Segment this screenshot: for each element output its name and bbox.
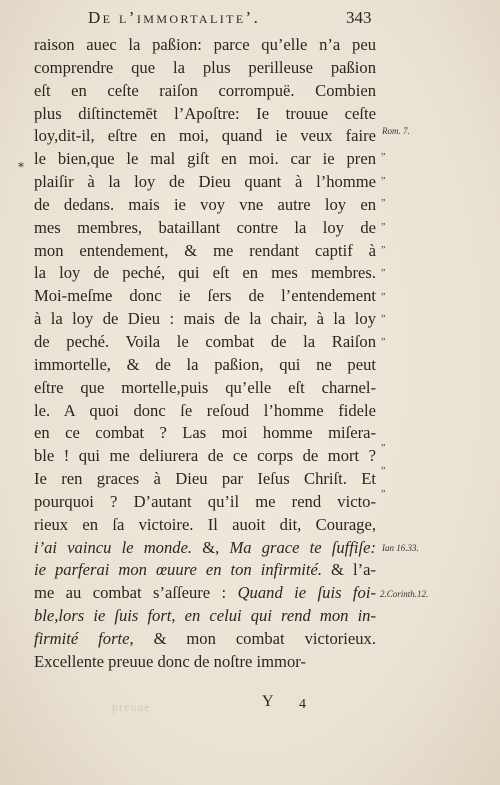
signature-number: 4 (299, 697, 306, 712)
text-line: le bien,que le mal giſt en moi. car ie pren (34, 149, 376, 169)
quotation-mark-icon: „ (381, 483, 385, 494)
quotation-mark-icon: „ (381, 146, 385, 157)
quotation-mark-icon: „ (381, 216, 385, 227)
text-line: loy,dit-il, eſtre en moi, quand ie veux faire (34, 126, 376, 146)
text-line: plus diſtinctemēt l’Apoſtre: Ie trouue ceſte (34, 103, 376, 123)
text-line: firmité forte, & mon combat victorieux. (34, 628, 376, 648)
quotation-mark-icon: „ (381, 239, 385, 250)
text-line: rieux en ſa victoire. Il auoit dit, Courage, (34, 514, 376, 534)
text-line: le. A quoi donc ſe reſoud l’homme fidele (34, 400, 376, 420)
text-line: eſt en ceſte raiſon corrompuë. Combien (34, 80, 376, 100)
quotation-mark-icon: „ (381, 331, 385, 342)
text-line: pourquoi ? D’autant qu’il me rend victo- (34, 491, 376, 511)
text-line: eſtre que mortelle,puis qu’elle eſt charnel- (34, 377, 376, 397)
quotation-mark-icon: „ (381, 308, 385, 319)
text-line: ble ! qui me deliurera de ce corps de mort ? (34, 446, 376, 466)
text-line: Ie ren graces à Dieu par Ieſus Chriſt. Et (34, 469, 376, 489)
signature-mark: Y (262, 693, 274, 710)
page-header (0, 6, 500, 32)
text-line: comprendre que la plus perilleuse paßion (34, 57, 376, 77)
text-line: ble,lors ie ſuis fort, en celui qui rend mon in- (34, 606, 376, 626)
text-line: à la loy de Dieu : mais de la chair, à la loy (34, 309, 376, 329)
body-text (34, 34, 376, 674)
margin-note-corinth: 2.Corinth.12. (380, 589, 429, 599)
text-line: de peché. Voila le combat de la Raiſon (34, 331, 376, 351)
page-footer (0, 693, 500, 717)
text-line: mon entendement, & me rendant captif à (34, 240, 376, 260)
text-line: immortelle, & de la paßion, qui ne peut (34, 354, 376, 374)
quotation-mark-icon: „ (381, 192, 385, 203)
margin-note-rom: Rom. 7. (382, 126, 410, 136)
text-line: la loy de peché, qui eſt en mes membres. (34, 263, 376, 283)
text-line: Moi-meſme donc ie ſers de l’entendement (34, 286, 376, 306)
quotation-mark-icon: „ (381, 286, 385, 297)
text-line: Excellente preuue donc de noſtre immor- (34, 651, 306, 671)
quotation-mark-icon: „ (381, 437, 385, 448)
quotation-mark-icon: „ (381, 170, 385, 181)
text-line: en ce combat ? Las moi homme miſera- (34, 423, 376, 443)
text-line: raison auec la paßion: parce qu’elle n’a peu (34, 35, 376, 54)
asterisk-mark-icon: * (18, 160, 24, 174)
margin-note-ian: Ian 16.33. (382, 543, 419, 553)
text-line: ie parferai mon œuure en ton infirmité. & l’a- (34, 560, 377, 580)
running-title: De l’immortalite’. (88, 8, 261, 27)
text-line: me au combat s’aſſeure : Quand ie ſuis foi- (34, 583, 376, 603)
catchword-bleed: preuue (112, 700, 151, 714)
text-line: plaiſir à la loy de Dieu quant à l’homme (34, 172, 376, 192)
text-line: i’ai vaincu le monde. &, Ma grace te ſuffiſe: (34, 537, 376, 557)
quotation-mark-icon: „ (381, 262, 385, 273)
quotation-mark-icon: „ (381, 460, 385, 471)
page-number: 343 (346, 8, 372, 27)
text-line: mes membres, bataillant contre la loy de (34, 217, 376, 237)
text-line: de dedans. mais ie voy vne autre loy en (34, 194, 376, 214)
